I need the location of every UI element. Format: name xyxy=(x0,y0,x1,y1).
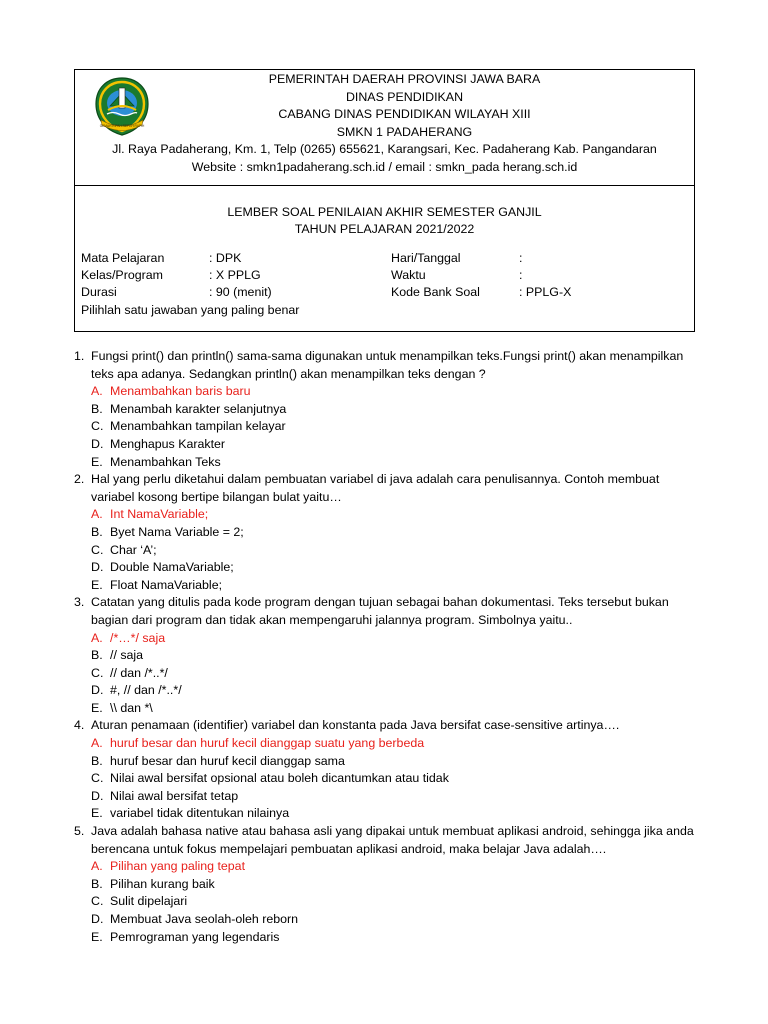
option-letter: C. xyxy=(91,894,104,909)
header-school-name: SMKN 1 PADAHERANG xyxy=(336,124,473,139)
question-number: 2. xyxy=(74,472,85,487)
meta-value: : 90 (menit) xyxy=(209,285,272,300)
question-number: 1. xyxy=(74,349,85,363)
answer-option-correct xyxy=(74,630,694,648)
option-text: Pilihan yang paling tepat xyxy=(110,859,246,874)
option-letter: E. xyxy=(91,700,103,715)
option-text: Nilai awal bersifat tetap xyxy=(110,788,239,803)
option-text: Float NamaVariable; xyxy=(110,577,223,592)
answer-option xyxy=(74,788,694,806)
answer-option xyxy=(74,559,694,577)
option-letter: D. xyxy=(91,683,104,698)
question-list xyxy=(74,348,694,946)
meta-label: Mata Pelajaran xyxy=(81,251,165,265)
meta-label: Kode Bank Soal xyxy=(391,285,480,300)
question-item xyxy=(74,471,694,594)
question-text: Hal yang perlu diketahui dalam pembuatan variabel di java adalah cara penulisannya. Contoh membuat variabel kosong bertipe bilangan bulat yaitu… xyxy=(91,472,660,504)
option-letter: B. xyxy=(91,753,103,768)
header-department-line: DINAS PENDIDIKAN xyxy=(345,89,464,104)
option-text: \\ dan *\ xyxy=(110,700,153,715)
meta-value: : X PPLG xyxy=(209,268,261,283)
answer-option xyxy=(74,753,694,771)
option-letter: A. xyxy=(91,630,103,645)
option-text: Int NamaVariable; xyxy=(110,507,209,522)
option-text: Double NamaVariable; xyxy=(110,560,234,575)
question-text: Aturan penamaan (identifier) variabel dan konstanta pada Java bersifat case-sensitive artinya…. xyxy=(91,718,620,733)
option-text: Pemrograman yang legendaris xyxy=(110,929,280,944)
option-text: huruf besar dan huruf kecil dianggap sama xyxy=(110,753,345,768)
answer-option-correct xyxy=(74,858,694,876)
exam-title: LEMBER SOAL PENILAIAN AKHIR SEMESTER GANJIL xyxy=(227,205,542,219)
question-text: Fungsi print() dan println() sama-sama digunakan untuk menampilkan teks.Fungsi print() akan menampilkan teks apa adanya. Sedangkan println() akan menampilkan teks dengan ? xyxy=(91,349,684,381)
question-item xyxy=(74,594,694,717)
meta-value: : xyxy=(519,268,523,283)
question-text: Catatan yang ditulis pada kode program dengan tujuan sebagai bahan dokumentasi. Teks tersebut bukan bagian dari program dan tidak akan mempengaruhi jalannya program. Simbolnya yaitu.. xyxy=(91,595,669,627)
answer-option xyxy=(74,418,694,436)
question-number: 3. xyxy=(74,595,85,610)
meta-value: : DPK xyxy=(209,251,242,265)
exam-year: TAHUN PELAJARAN 2021/2022 xyxy=(294,222,475,236)
option-text: Membuat Java seolah-oleh reborn xyxy=(110,912,299,926)
option-letter: D. xyxy=(91,436,104,451)
option-text: // dan /*..*/ xyxy=(110,665,168,680)
answer-option xyxy=(74,876,694,894)
option-text: Char ‘A’; xyxy=(110,542,157,557)
option-text: Menambahkan tampilan kelayar xyxy=(110,419,286,434)
option-letter: E. xyxy=(91,577,103,592)
question-item xyxy=(74,348,694,471)
answer-option xyxy=(74,647,694,665)
header-government-line: PEMERINTAH DAERAH PROVINSI JAWA BARA xyxy=(268,72,541,86)
answer-option-correct xyxy=(74,735,694,753)
option-letter: A. xyxy=(91,384,103,399)
answer-option xyxy=(74,700,694,718)
answer-option xyxy=(74,524,694,542)
answer-option xyxy=(74,454,694,472)
question-item xyxy=(74,823,694,946)
answer-option xyxy=(74,542,694,560)
answer-option xyxy=(74,929,694,947)
option-letter: A. xyxy=(91,507,103,522)
option-text: Menambahkan baris baru xyxy=(110,384,251,399)
option-letter: B. xyxy=(91,648,103,663)
option-text: // saja xyxy=(110,648,144,663)
answer-option xyxy=(74,893,694,911)
svg-text:GEMAH RIPAH REPEH RAPIH: GEMAH RIPAH REPEH RAPIH xyxy=(99,124,145,128)
option-letter: C. xyxy=(91,665,104,680)
option-letter: E. xyxy=(91,929,103,944)
meta-value: : xyxy=(519,251,523,265)
option-text: Menghapus Karakter xyxy=(110,436,226,451)
option-text: huruf besar dan huruf kecil dianggap suatu yang berbeda xyxy=(110,736,425,751)
option-text: variabel tidak ditentukan nilainya xyxy=(110,806,290,821)
answer-option-correct xyxy=(74,506,694,524)
question-number: 5. xyxy=(74,824,85,839)
question-item xyxy=(74,717,694,823)
answer-option xyxy=(74,770,694,788)
answer-option xyxy=(74,682,694,700)
header-divider xyxy=(75,185,694,186)
answer-option xyxy=(74,665,694,683)
option-text: Byet Nama Variable = 2; xyxy=(110,524,244,539)
header-website: Website : smkn1padaherang.sch.id / email : smkn_pada herang.sch.id xyxy=(191,159,578,174)
option-text: /*…*/ saja xyxy=(110,630,166,645)
option-letter: A. xyxy=(91,736,103,751)
meta-label: Durasi xyxy=(81,285,117,300)
option-letter: C. xyxy=(91,542,104,557)
option-text: Pilihan kurang baik xyxy=(110,876,215,891)
header-box xyxy=(74,69,695,332)
option-letter: E. xyxy=(91,806,103,821)
option-letter: B. xyxy=(91,401,103,416)
option-letter: B. xyxy=(91,876,103,891)
option-letter: D. xyxy=(91,560,104,575)
option-text: Sulit dipelajari xyxy=(110,894,188,909)
option-text: Menambahkan Teks xyxy=(110,454,221,469)
option-letter: D. xyxy=(91,788,104,803)
meta-label: Kelas/Program xyxy=(81,268,163,283)
exam-instruction: Pilihlah satu jawaban yang paling benar xyxy=(81,302,300,317)
option-letter: C. xyxy=(91,419,104,434)
answer-option xyxy=(74,805,694,823)
option-text: #, // dan /*..*/ xyxy=(110,683,182,698)
answer-option xyxy=(74,577,694,595)
answer-option xyxy=(74,401,694,419)
option-text: Menambah karakter selanjutnya xyxy=(110,401,287,416)
question-number: 4. xyxy=(74,718,85,733)
option-letter: A. xyxy=(91,859,103,874)
header-branch-line: CABANG DINAS PENDIDIKAN WILAYAH XIII xyxy=(278,107,531,122)
option-letter: E. xyxy=(91,454,103,469)
option-text: Nilai awal bersifat opsional atau boleh dicantumkan atau tidak xyxy=(110,771,449,786)
answer-option-correct xyxy=(74,383,694,401)
answer-option xyxy=(74,436,694,454)
option-letter: B. xyxy=(91,524,103,539)
option-letter: D. xyxy=(91,912,104,926)
header-address: Jl. Raya Padaherang, Km. 1, Telp (0265) 655621, Karangsari, Kec. Padaherang Kab. Pangandaran xyxy=(112,142,657,157)
option-letter: C. xyxy=(91,771,104,786)
meta-label: Waktu xyxy=(391,268,426,283)
meta-value: : PPLG-X xyxy=(519,285,572,300)
meta-label: Hari/Tanggal xyxy=(391,251,461,265)
question-text: Java adalah bahasa native atau bahasa asli yang dipakai untuk membuat aplikasi android, sehingga jika anda berencana untuk fokus mempelajari pembuatan aplikasi android, maka belajar Java adalah…. xyxy=(91,824,694,856)
answer-option xyxy=(74,911,694,929)
